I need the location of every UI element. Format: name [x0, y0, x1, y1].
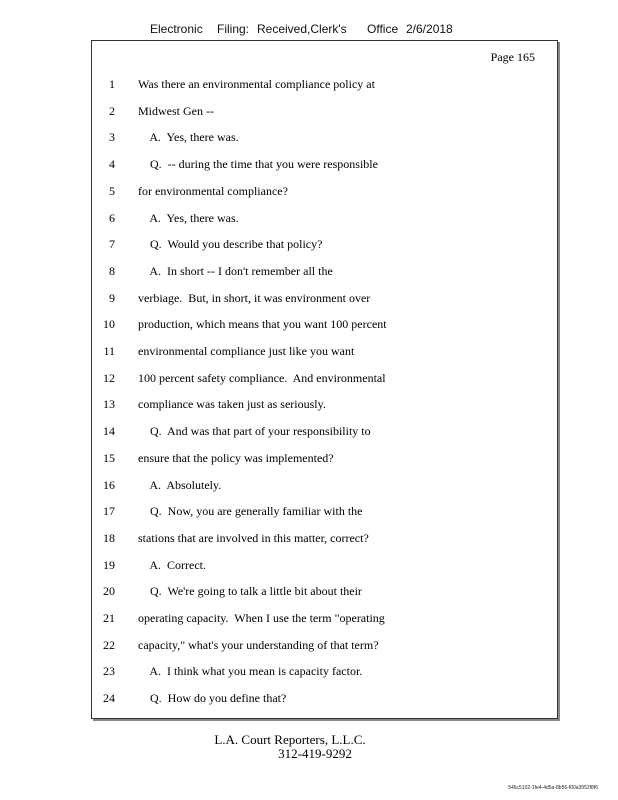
- line-number: 11: [103, 344, 115, 358]
- line-number: 3: [109, 130, 115, 145]
- transcript-line: [92, 609, 557, 627]
- line-text: A. Correct.: [138, 557, 206, 572]
- line-text: Q. How do you define that?: [138, 691, 287, 706]
- transcript-line: [92, 75, 557, 93]
- line-number: 23: [103, 664, 115, 679]
- transcript-line: [92, 128, 557, 146]
- line-number: 12: [103, 370, 115, 385]
- line-number: 6: [109, 210, 115, 225]
- line-text: verbiage. But, in short, it was environment over: [138, 290, 371, 305]
- line-number: 22: [103, 637, 115, 652]
- line-number: 21: [103, 611, 115, 625]
- line-text: Q. And was that part of your responsibility to: [138, 424, 371, 439]
- line-text: Q. We're going to talk a little bit about their: [138, 584, 362, 599]
- stamp-received: Received,Clerk's: [257, 22, 347, 36]
- transcript-line: [92, 262, 557, 280]
- transcript-line: [92, 422, 557, 440]
- line-text: compliance was taken just as seriously.: [138, 397, 326, 412]
- line-text: stations that are involved in this matter, correct?: [138, 530, 369, 545]
- line-text: operating capacity. When I use the term "operating: [138, 611, 385, 625]
- line-number: 18: [103, 530, 115, 545]
- stamp-electronic: Electronic: [150, 22, 203, 36]
- line-number: 10: [103, 317, 115, 332]
- transcript-line: [92, 235, 557, 253]
- transcript-line: [92, 155, 557, 173]
- stamp-office: Office: [367, 22, 399, 36]
- transcript-line: [92, 662, 557, 680]
- line-number: 19: [103, 557, 115, 572]
- page-number: Page 165: [490, 50, 535, 64]
- line-number: 20: [103, 584, 115, 599]
- line-text: Q. Now, you are generally familiar with the: [138, 504, 363, 519]
- transcript-line: [92, 556, 557, 574]
- line-number: 15: [103, 450, 115, 465]
- transcript-line: [92, 529, 557, 547]
- transcript-line: [92, 102, 557, 120]
- transcript-line: [92, 449, 557, 467]
- stamp-date: 2/6/2018: [406, 22, 453, 36]
- line-text: environmental compliance just like you want: [138, 344, 355, 358]
- line-text: Was there an environmental compliance policy at: [138, 77, 375, 91]
- line-number: 13: [103, 397, 115, 412]
- document-hash: 546c5102-1fe4-4d5a-8b56-f00a3952f8f6: [508, 785, 598, 791]
- transcript-line: [92, 502, 557, 520]
- reporter-company: L.A. Court Reporters, L.L.C.: [214, 732, 366, 747]
- line-number: 8: [109, 263, 115, 278]
- line-number: 9: [109, 290, 115, 305]
- line-number: 2: [109, 103, 115, 118]
- reporter-phone: 312-419-9292: [278, 746, 352, 761]
- line-text: ensure that the policy was implemented?: [138, 450, 334, 465]
- line-text: 100 percent safety compliance. And environmental: [138, 370, 386, 385]
- line-text: capacity," what's your understanding of that term?: [138, 637, 379, 652]
- line-text: Midwest Gen --: [138, 103, 214, 118]
- line-text: A. Yes, there was.: [138, 130, 239, 145]
- transcript-line: [92, 209, 557, 227]
- filing-stamp: [0, 22, 618, 38]
- transcript-line: [92, 342, 557, 360]
- line-number: 7: [109, 237, 115, 252]
- line-text: Q. Would you describe that policy?: [138, 237, 323, 252]
- transcript-line: [92, 476, 557, 494]
- transcript-line: [92, 289, 557, 307]
- stamp-filing: Filing:: [217, 22, 250, 36]
- line-text: for environmental compliance?: [138, 183, 288, 198]
- transcript-line: [92, 689, 557, 707]
- line-number: 17: [103, 504, 115, 519]
- line-text: Q. -- during the time that you were responsible: [138, 157, 378, 172]
- transcript-line: [92, 315, 557, 333]
- line-number: 16: [103, 477, 115, 492]
- line-number: 14: [103, 424, 115, 439]
- transcript-page: [91, 40, 558, 719]
- line-number: 24: [103, 691, 115, 706]
- line-text: A. Absolutely.: [138, 477, 222, 492]
- line-text: A. I think what you mean is capacity factor.: [138, 664, 363, 679]
- line-text: A. In short -- I don't remember all the: [138, 263, 333, 278]
- line-text: production, which means that you want 100 percent: [138, 317, 387, 332]
- transcript-line: [92, 582, 557, 600]
- line-number: 5: [109, 183, 115, 198]
- transcript-line: [92, 636, 557, 654]
- transcript-line: [92, 369, 557, 387]
- line-number: 4: [109, 157, 115, 172]
- transcript-line: [92, 395, 557, 413]
- transcript-line: [92, 182, 557, 200]
- line-number: 1: [109, 77, 115, 91]
- line-text: A. Yes, there was.: [138, 210, 239, 225]
